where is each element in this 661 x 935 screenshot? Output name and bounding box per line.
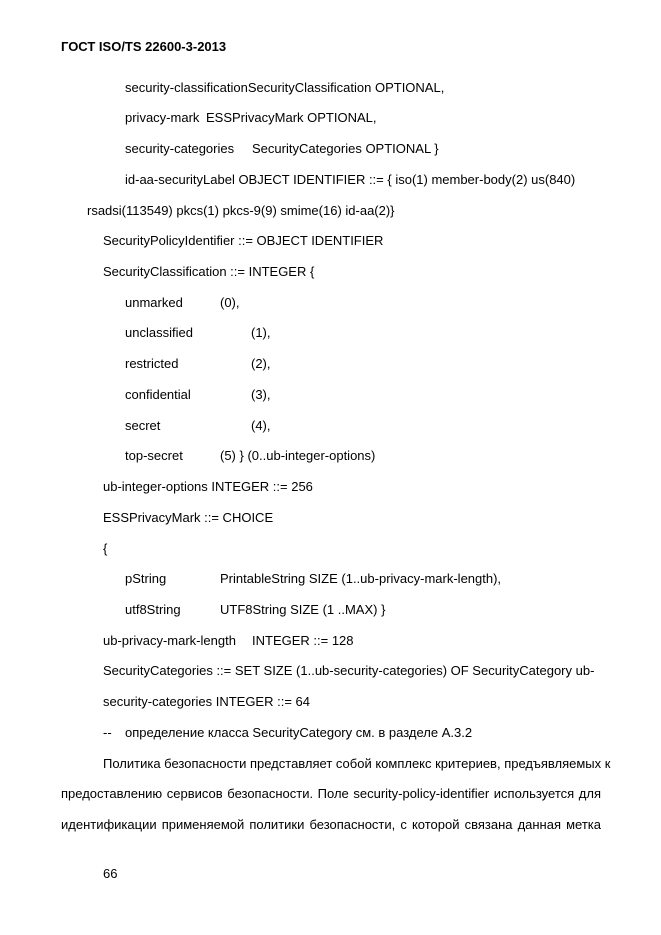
choice-name: pString xyxy=(125,571,167,586)
enum-item xyxy=(125,448,376,464)
enum-name: confidential xyxy=(125,387,191,402)
enum-value: (4), xyxy=(251,418,271,433)
code-line: security-categories INTEGER ::= 64 xyxy=(103,694,310,709)
enum-value: (5) } (0..ub-integer-options) xyxy=(220,448,376,463)
choice-item xyxy=(125,602,386,618)
comment-dash: -- xyxy=(103,725,112,740)
enum-name: secret xyxy=(125,418,161,433)
enum-name: unclassified xyxy=(125,325,193,340)
enum-name: unmarked xyxy=(125,295,183,310)
code-line: SecurityClassification ::= INTEGER { xyxy=(103,264,315,279)
enum-value: (1), xyxy=(251,325,271,340)
field-name: security-categories xyxy=(125,141,235,156)
field-type: INTEGER ::= 128 xyxy=(252,633,354,648)
enum-name: top-secret xyxy=(125,448,183,463)
code-line xyxy=(125,141,439,157)
code-line: id-aa-securityLabel OBJECT IDENTIFIER ::= { iso(1) member-body(2) us(840) xyxy=(125,172,576,187)
enum-value: (3), xyxy=(251,387,271,402)
field-type: ESSPrivacyMark OPTIONAL, xyxy=(206,110,377,125)
page-number: 66 xyxy=(103,866,118,881)
document-header: ГОСТ ISO/TS 22600-3-2013 xyxy=(61,39,227,54)
choice-type: PrintableString SIZE (1..ub-privacy-mark-length), xyxy=(220,571,502,586)
code-line: { xyxy=(103,541,108,556)
code-line: security-classificationSecurityClassification OPTIONAL, xyxy=(125,80,445,95)
code-line: SecurityCategories ::= SET SIZE (1..ub-security-categories) OF SecurityCategory ub- xyxy=(103,663,595,678)
enum-item xyxy=(125,387,271,403)
choice-item xyxy=(125,571,502,587)
code-line xyxy=(125,110,377,126)
paragraph-line: Политика безопасности представляет собой комплекс критериев, предъявляемых к xyxy=(103,756,611,771)
enum-value: (0), xyxy=(220,295,240,310)
enum-item xyxy=(125,325,271,341)
code-line xyxy=(103,633,354,649)
enum-value: (2), xyxy=(251,356,271,371)
choice-name: utf8String xyxy=(125,602,181,617)
comment-text: определение класса SecurityCategory см. в разделе А.3.2 xyxy=(125,725,473,740)
enum-item xyxy=(125,418,271,434)
choice-type: UTF8String SIZE (1 ..MAX) } xyxy=(220,602,386,617)
enum-item xyxy=(125,356,271,372)
field-name: ub-privacy-mark-length xyxy=(103,633,236,648)
code-comment xyxy=(103,725,473,741)
field-name: privacy-mark xyxy=(125,110,200,125)
paragraph-line: предоставлению сервисов безопасности. Поле security-policy-identifier используется для xyxy=(61,786,601,801)
field-type: SecurityCategories OPTIONAL } xyxy=(252,141,439,156)
enum-name: restricted xyxy=(125,356,179,371)
paragraph-line: идентификации применяемой политики безопасности, с которой связана данная метка xyxy=(61,817,601,832)
enum-item xyxy=(125,295,240,311)
code-line: ub-integer-options INTEGER ::= 256 xyxy=(103,479,313,494)
code-line: ESSPrivacyMark ::= CHOICE xyxy=(103,510,274,525)
code-line: rsadsi(113549) pkcs(1) pkcs-9(9) smime(16) id-aa(2)} xyxy=(87,203,395,218)
code-line: SecurityPolicyIdentifier ::= OBJECT IDENTIFIER xyxy=(103,233,384,248)
